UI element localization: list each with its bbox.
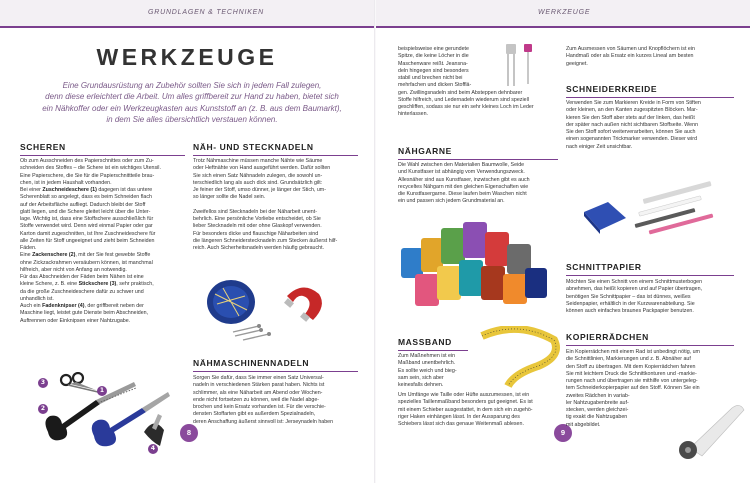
text-line: ende nicht fortsetzen zu können, weil die Nadel abge- [193,396,320,403]
text-line: lieber Stecknadeln mit oder ohne Glaskopf verwenden. [193,223,322,230]
text-line: tem Schneiderkopierpapier auf den Stoff. Können Sie ein [566,385,700,392]
heading-scheren: SCHEREN [20,142,66,152]
text-line: deren Anschaffung äußerst sinnvoll ist: Jerseynadeln haben [193,418,334,425]
text-line: Zweifellos sind Stecknadeln bei der Näharbeit unent- [193,208,317,215]
tracing-wheel-icon [679,405,744,459]
text-line: Maßband unentbehrlich. [398,360,456,367]
body-handmass [566,46,734,68]
text-line: da die große Zuschneideschere dafür zu schwer und [20,288,144,295]
text-line: alle Zeiten für Stoff ungeeignet und zieht beim Schneiden [20,237,155,244]
text-line: deln hingegen sind besonders [398,67,469,74]
text-line: Fäden. [20,245,37,251]
text-line: Sorgen Sie dafür, dass Sie immer einen Satz Universal- [193,375,324,381]
machine-needle-illustration [498,40,542,94]
text-line: benötigen Sie Schnittpapier – das ist dünnes, weißes [566,293,691,300]
text-line: stecken, werden gleichzei- [566,407,629,413]
text-line: Um Umfänge wie Taille oder Hüfte auszumessen, ist ein [398,392,530,398]
intro-line: in dem Sie alles übersichtlich verstauen können. [106,115,278,125]
rule-naeh [193,155,358,156]
text-line: Maschenware reißt. Jeansna- [398,60,468,67]
text-line: Stoffe verwendet wird. Denn wird einmal Papier oder gar [20,223,153,230]
text-line: die Kunstfasergarne. Diese laufen beim Waschen nicht [398,191,527,197]
rule-massband [398,350,468,351]
text-line: Ob zum Ausschneiden des Papierschnittes oder zum Zu- [20,158,154,164]
text-line: ein und passen sich jedem Grundmaterial an. [398,198,505,205]
text-line: Zum Ausmessen von Säumen und Knopflöchern ist ein [566,46,695,52]
text-line: oder Heftnähte von Hand ausgeführt werden. Dafür sollten [193,165,331,172]
gutter [374,0,376,483]
text-line: brochen und kein Ersatz vorhanden ist. Für die verschie- [193,404,326,410]
text-line: unhandlich ist. [20,295,54,302]
text-line: Für das Abschneiden der Fäden beim Nähen ist eine [20,274,144,280]
text-line: die längeren Schneiderstecknadeln zum Stecken äußerst hilf- [193,237,338,244]
text-line: Möchten Sie einen Schnitt von einem Schnittmusterbogen [566,279,703,285]
left-running-header: GRUNDLAGEN & TECHNIKEN [148,9,265,16]
text-line: nadeln in verschiedenen Stärken parat haben. Nichts ist [193,382,325,389]
heading-schnittpapier: SCHNITTPAPIER [566,262,642,272]
text-line: schneiden des Stoffes – die Schere ist ein wichtiges Utensil. [20,165,161,172]
text-line: rungen nach und übertragen sie mithilfe von untergeleg- [566,378,698,384]
text-line: schlimmer, als eine Näharbeit am Abend oder Wochen- [193,389,323,396]
label-number: 4 [148,444,158,454]
text-line: der später nach außen nicht sichtbaren Stoffseite. Wenn [566,121,699,128]
heading-naeh-und-stecknadeln: NÄH- UND STECKNADELN [193,142,314,152]
text-line: Zum Maßnehmen ist ein [398,353,456,359]
text-line [193,202,365,209]
intro-text [10,80,374,126]
text-line: ler Nahtzugabenbreite auf- [566,399,629,406]
text-line: kieren Sie den Stoff aber stets auf der linken, das heißt [566,114,695,121]
text-line: Es sollte weich und bieg- [398,367,457,374]
body-scheren [20,158,190,325]
text-line: Stoffe hilfreich, und Ledernadeln wiederum sind speziell [398,96,529,103]
text-line: abnehmen, das heißt kopieren und auf Papier übertragen, [566,286,703,293]
text-line: stabil und brechen nicht bei [398,75,463,81]
rule-naehgarne [398,159,558,160]
text-line: können auch einfaches braunes Packpapier benutzen. [566,308,694,314]
text-line: lage. Wichtig ist, dass eine Stoffschere ausschließlich für [20,216,154,222]
text-line: reich. Auch Sicherheitsnadeln werden häufig gebraucht. [193,245,325,251]
heading-kopierraedchen: KOPIERRÄDCHEN [566,332,649,342]
text-line: Scherenblatt so angelegt, dass es beim Schneiden flach [20,194,152,201]
text-line: Ein Kopierrädchen mit einem Rad ist unbedingt nötig, um [566,349,700,355]
tape-measure-illustration [478,326,562,392]
intro-line: denn diese erleichtert die Arbeit. Um alles griffbereit zur Hand zu haben, bietet sich [45,92,339,102]
text-line: den Stoff zu übertragen. Mit dem Kopierrädchen fahren [566,363,696,370]
text-line: Auftrennen oder Einknipsen einer Nahtzugabe. [20,317,131,324]
page-number-right: 9 [554,424,572,442]
text-line: die Schnittlinien, Markierungen und z. B. Abnäher auf [566,356,691,363]
chalk-block-icon [584,202,626,234]
text-line: geschliffen, sodass sie nur ein sehr kleines Loch im Leder [398,104,534,110]
text-line: hinterlassen. [398,111,429,118]
twin-needle-icon [506,44,532,86]
heading-massband: MASSBAND [398,337,452,347]
label-number: 1 [97,386,107,396]
page-number-left: 8 [180,424,198,442]
text-line: Sie mit leichtem Druck die Schnittkonturen und -markie- [566,370,697,377]
text-line: Spitze, die keine Löcher in die [398,53,469,60]
right-running-header: WERKZEUGE [538,9,591,16]
text-line: tig exakt die Nahtzugaben [566,414,628,421]
text-line: mehrfachen und dicken Stofflä- [398,82,472,89]
text-line: hilfreich, aber nicht von Anfang an notwendig. [20,266,127,273]
rule-kopier [566,345,734,346]
heading-schneiderkreide: SCHNEIDERKREIDE [566,84,658,94]
text-line: nach einiger Zeit unsichtbar. [566,143,633,150]
scissors-illustration [36,372,176,452]
body-schnittpapier [566,279,736,315]
text-line: Handmaß oder als Ersatz ein kurzes Lineal am besten [566,53,694,60]
text-line: terschiedlich lang als auch dick sind. Grundsätzlich gilt: [193,179,323,186]
text-line: und Kunstfaser ist abhängig vom Verwendungszweck. [398,169,525,176]
heading-naehgarne: NÄHGARNE [398,146,452,156]
safety-pins-icon [233,324,271,340]
text-line: Je feiner der Stoff, umso dünner, je länger der Stich, um- [193,187,326,193]
text-line: glatt liegen, und die Schere gleitet leicht über die Unter- [20,208,151,215]
rule-scheren [20,155,185,156]
tape-measure-icon [482,329,556,386]
needle-case-icon [207,280,255,324]
text-line: kleine Schere, z. B. eine Stickschere (3), sehr praktisch, [20,281,154,288]
body-massband [398,392,560,428]
page-title: WERKZEUGE [96,44,278,70]
text-line: Seidenpapier, erhältlich in der Kurzwarenabteilung. Sie [566,300,695,307]
heading-naehmaschinennadeln: NÄHMASCHINENNADELN [193,358,310,368]
text-line: densten Stoffarten gibt es außerdem Spezialnadeln, [193,411,316,418]
left-header-rule [0,26,374,28]
text-line: zweites Rädchen in variab- [566,392,630,399]
text-line: Die Wahl zwischen den Materialien Baumwolle, Seide [398,162,525,168]
text-line: geeignet. [566,60,588,67]
thread-snips-icon [144,414,164,446]
text-line: Schiebers lässt sich das genaue Weitenmaß ablesen. [398,421,524,427]
rule-papier [566,275,734,276]
intro-line: ein Nähkoffer oder ein Werkzeugkasten aus Kunststoff an (z. B. aus dem Baumarkt), [42,103,342,113]
text-line: riger Haken einhängen lässt. In der Aussparung des [398,413,520,420]
tailors-chalk-illustration [578,172,728,242]
embroidery-scissors-icon [61,373,98,392]
text-line: einen sogenannten Trickmarker verwenden. Dieser wird [566,136,698,143]
text-line: Sie den Stoff sofort weiterverarbeiten, können Sie auch [566,129,696,135]
text-line: Eine Zackenschere (2), mit der Sie fest gewebte Stoffe [20,252,151,259]
rule-kreide [566,97,734,98]
text-line: mit einem Schieber ausgestattet, in dem sich ein zugehö- [398,406,533,413]
text-line: Bei einer Zuschneideschere (1) dagegen ist das untere [20,187,153,193]
body-massband-intro [398,353,480,389]
label-number: 2 [38,404,48,414]
text-line: behrlich. Eine persönliche Vorliebe entscheidet, ob Sie [193,216,321,222]
label-number: 3 [38,378,48,388]
thread-spools-illustration [395,208,555,318]
text-line: Eine Papierschere, die Sie für die Papierschnittteile brau- [20,172,155,179]
body-naehgarne [398,162,560,206]
pins-illustration [195,274,350,346]
text-line: Maschine liegt, leistet gute Dienste beim Abschneiden, [20,310,149,317]
text-line: Sie sich einen Satz Nähnadeln zulegen, die sowohl un- [193,172,323,179]
text-line: spezielles Taillenmaßband besonders gut geeignet. Es ist [398,399,533,406]
text-line: Für besonders dicke und flauschige Näharbeiten sind [193,230,319,237]
horseshoe-magnet-icon [284,287,322,321]
body-schneiderkreide [566,100,736,151]
right-header-rule [376,26,750,28]
chalk-pencil-icon [635,181,714,234]
thread-spool-icon [401,222,547,306]
text-line: so länger sollte die Nadel sein. [193,194,266,201]
body-naehmaschinennadeln [193,375,365,426]
body-naeh-und-stecknadeln [193,158,365,252]
text-line: ohne Zickzackrahmen versäubern können, ist manchmal [20,259,153,266]
text-line: Auch ein Fadenknipser (4), der griffbereit neben der [20,303,144,309]
text-line: Allesnäher sind aus Kunstfaser, inzwischen gibt es auch [398,176,530,183]
text-line: oder kleinen, an den Kanten zugespitzten Blöcken. Mar- [566,107,698,114]
text-line: keinesfalls dehnen. [398,382,444,388]
text-line: auf der Arbeitsfläche aufliegt. Dadurch bleibt der Stoff [20,201,146,208]
text-line: Karton damit zugeschnitten, ist Ihre Zuschneideschere für [20,230,156,237]
text-line: Verwenden Sie zum Markieren Kreide in Form von Stiften [566,100,701,106]
text-line: chen, ist in jedem Haushalt vorhanden. [20,179,112,186]
intro-line: Eine Grundausrüstung an Zubehör sollten Sie sich in jedem Fall zulegen, [62,81,322,90]
text-line: gen. Zwillingsnadeln sind beim Absteppen dehnbarer [398,89,523,96]
text-line: beispielsweise eine gerundete [398,46,469,52]
text-line: Trotz Nähmaschine müssen manche Nähte wie Säume [193,158,323,164]
text-line: sam sein, sich aber [398,374,444,381]
text-line: recyceltes Nähgarn mit den gleichen Eigenschaften wie [398,183,529,190]
text-line: mit abgebildet. [566,421,601,428]
tracing-wheel-illustration [660,398,746,464]
rule-naehmaschine [193,371,358,372]
